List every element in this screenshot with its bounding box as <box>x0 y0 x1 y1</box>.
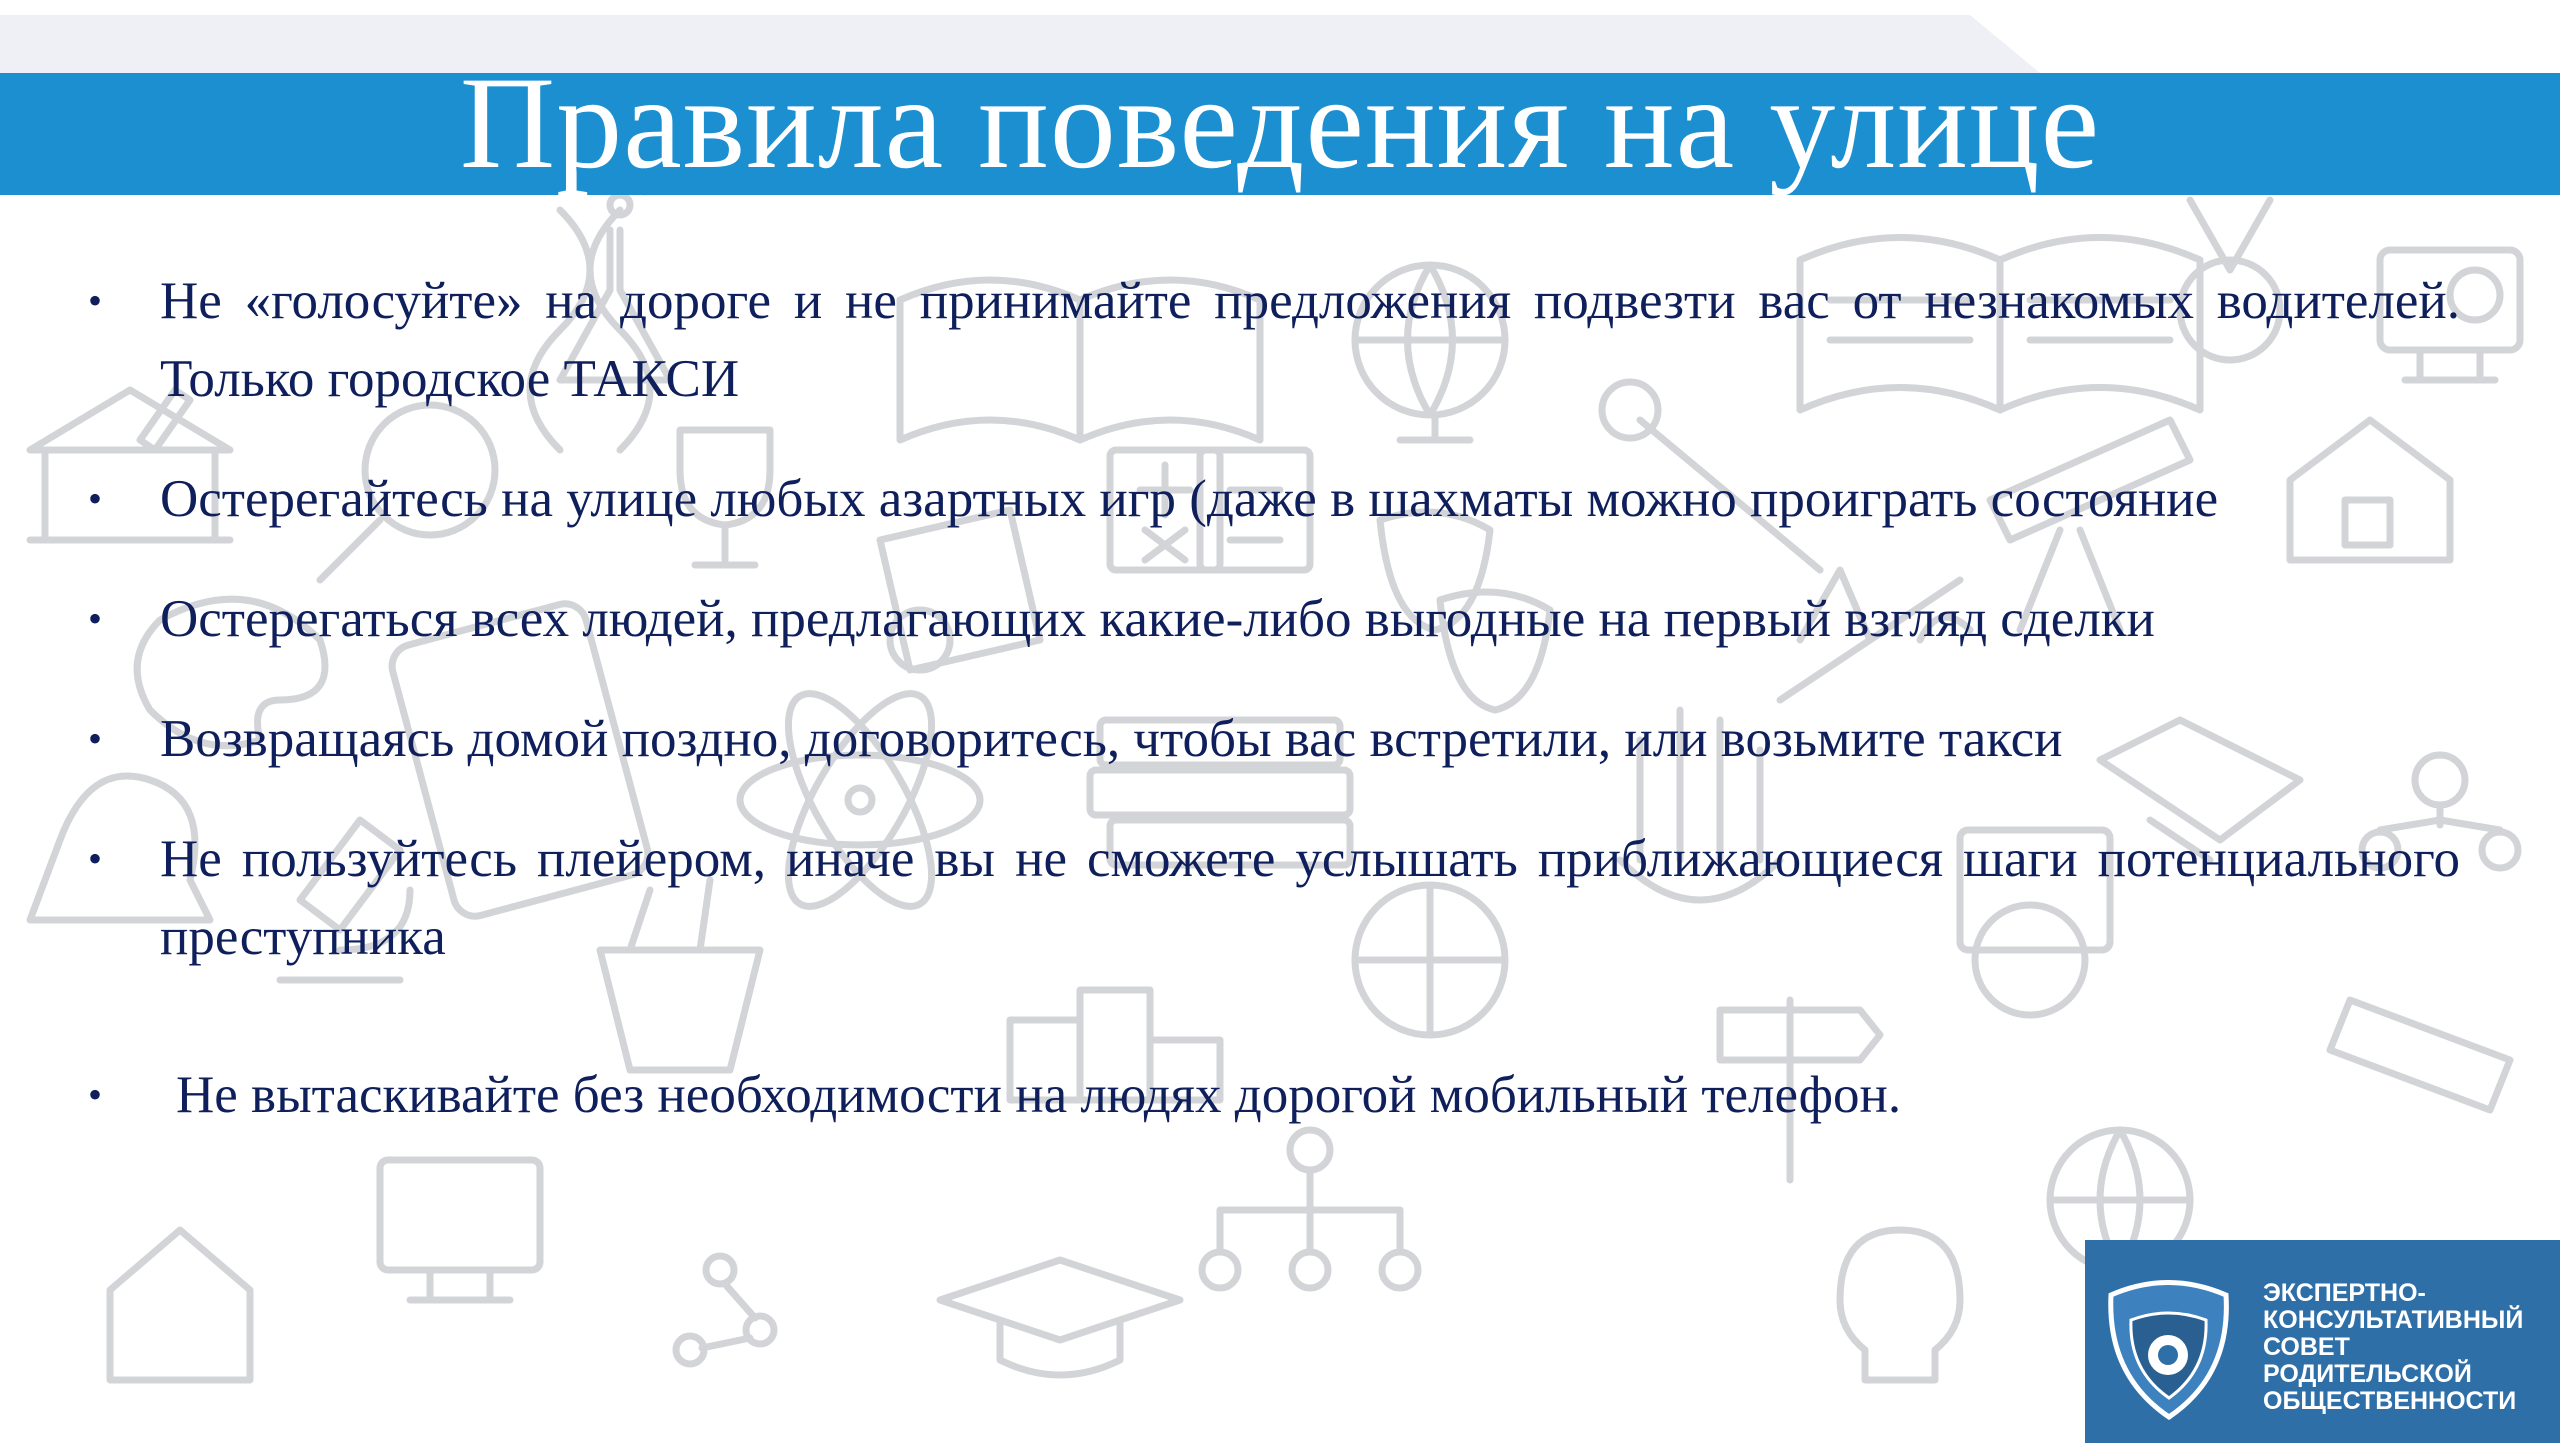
council-name-line: ЭКСПЕРТНО- <box>2263 1279 2426 1307</box>
graduation-cap-icon <box>940 1260 1180 1375</box>
rule-item <box>80 460 2460 538</box>
rule-text: Не «голосуйте» на дороге и не принимайте предложения подвезти вас от незнакомых водителей. Только городское ТАКСИ <box>160 272 2460 408</box>
rule-text: Не вытаскивайте без необходимости на людях дорогой мобильный телефон. <box>176 1066 1902 1124</box>
rule-item <box>80 820 2460 976</box>
computer-icon <box>380 1160 540 1300</box>
rule-item <box>80 700 2460 778</box>
council-name-line: ОБЩЕСТВЕННОСТИ <box>2263 1387 2517 1415</box>
rule-text: Остерегайтесь на улице любых азартных игр (даже в шахматы можно проиграть состояние <box>160 470 2219 528</box>
rule-text: Остерегаться всех людей, предлагающих какие-либо выгодные на первый взгляд сделки <box>160 590 2155 648</box>
org-chart-icon <box>1202 1130 1418 1288</box>
bullet-icon: • <box>88 278 103 323</box>
council-name-line: КОНСУЛЬТАТИВНЫЙ <box>2263 1306 2524 1334</box>
bullet-icon: • <box>88 716 103 761</box>
slide-title: Правила поведения на улице <box>459 49 2101 196</box>
rule-text: Возвращаясь домой поздно, договоритесь, чтобы вас встретили, или возьмите такси <box>160 710 2063 768</box>
council-name-line: СОВЕТ <box>2263 1333 2350 1361</box>
bullet-icon: • <box>88 476 103 521</box>
council-logo <box>2085 1240 2560 1443</box>
molecule-icon <box>676 1256 774 1364</box>
rule-item <box>80 1056 2460 1134</box>
council-name-line: РОДИТЕЛЬСКОЙ <box>2263 1360 2472 1388</box>
rule-item <box>80 580 2460 658</box>
bullet-icon: • <box>88 596 103 641</box>
rules-list <box>80 262 2460 1134</box>
home-icon <box>110 1230 250 1380</box>
council-name <box>2263 1280 2553 1415</box>
bullet-icon: • <box>88 1072 103 1117</box>
bullet-icon: • <box>88 836 103 881</box>
rule-item <box>80 262 2460 418</box>
rule-text: Не пользуйтесь плейером, иначе вы не сможете услышать приближающиеся шаги потенциального преступника <box>160 830 2460 966</box>
lightbulb-icon <box>1840 1230 1960 1380</box>
shield-emblem-icon <box>2101 1275 2236 1425</box>
